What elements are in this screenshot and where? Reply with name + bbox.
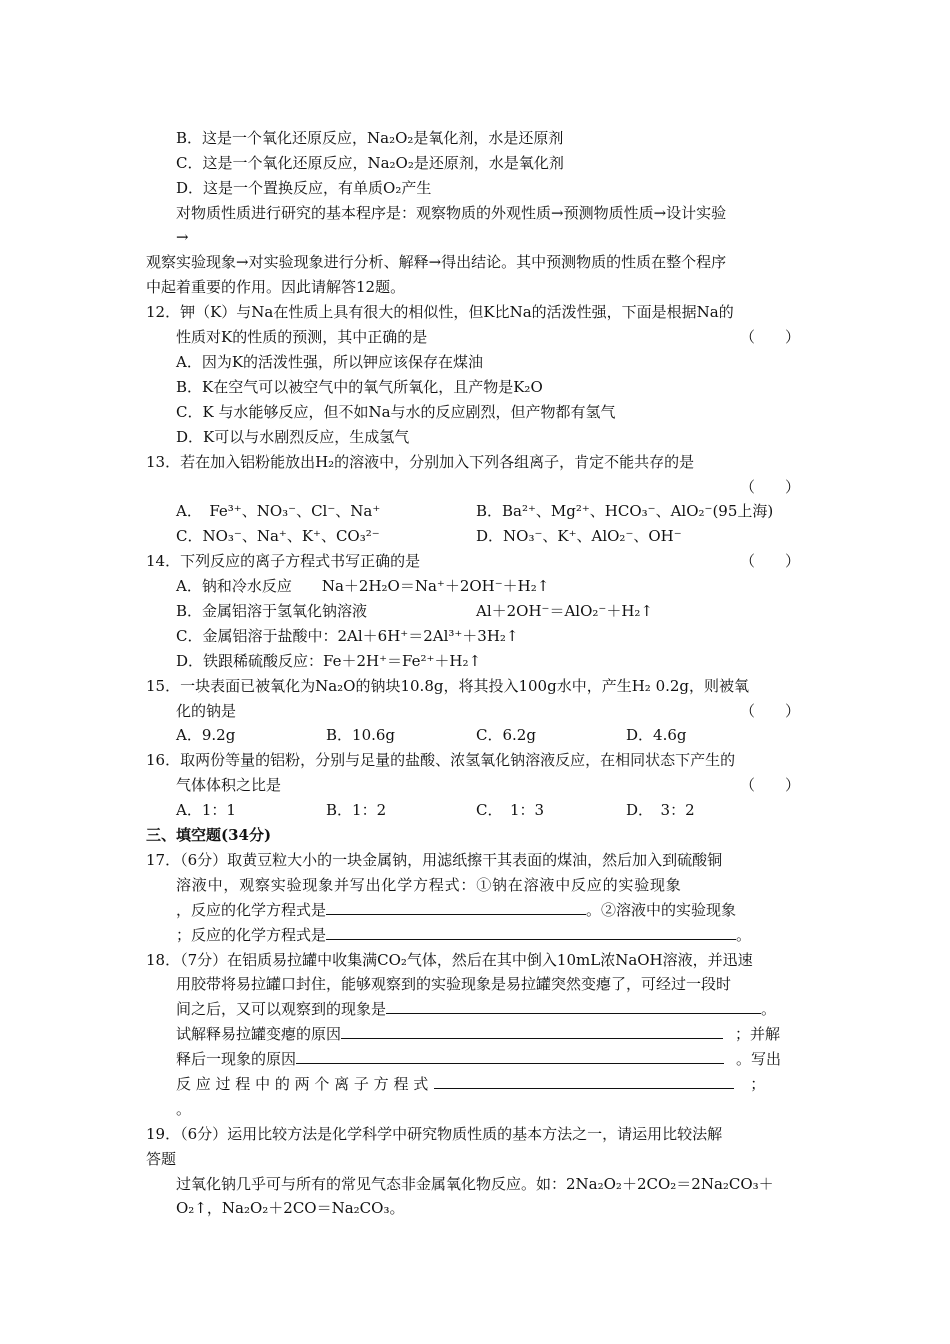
q12-stem-2: 性质对K的性质的预测，其中正确的是 xyxy=(176,328,428,346)
q17-line-2: 溶液中，观察实验现象并写出化学方程式：①钠在溶液中反应的实验现象 xyxy=(176,876,682,894)
q16-option-a: A．1：1 xyxy=(176,801,236,819)
q15-option-a: A．9.2g xyxy=(176,726,236,744)
q17-line-3-tail: 。②溶液中的实验现象 xyxy=(586,901,737,919)
intro-line-2: 观察实验现象→对实验现象进行分析、解释→得出结论。其中预测物质的性质在整个程序 xyxy=(146,253,727,271)
q14-option-a: A．钠和冷水反应 Na＋2H₂O＝Na⁺＋2OH⁻＋H₂↑ xyxy=(176,577,550,595)
q18-phenomenon-blank[interactable] xyxy=(386,999,761,1014)
q11-option-d: D．这是一个置换反应，有单质O₂产生 xyxy=(176,179,432,197)
q17-equation-blank-1[interactable] xyxy=(326,900,586,915)
q13-option-d: D．NO₃⁻、K⁺、AlO₂⁻、OH⁻ xyxy=(476,527,682,545)
q12-option-d: D．K可以与水剧烈反应，生成氢气 xyxy=(176,428,410,446)
q18-line-2: 用胶带将易拉罐口封住，能够观察到的实验现象是易拉罐突然变瘪了，可经过一段时 xyxy=(176,975,732,993)
q11-option-b: B．这是一个氧化还原反应，Na₂O₂是氧化剂，水是还原剂 xyxy=(176,129,564,147)
q15-option-c: C．6.2g xyxy=(476,726,536,744)
q13-answer-paren: （ ） xyxy=(740,478,801,496)
q15-answer-paren: （ ） xyxy=(740,702,801,720)
intro-line-3: 中起着重要的作用。因此请解答12题。 xyxy=(146,278,406,296)
q12-stem-1: 12．钾（K）与Na在性质上具有很大的相似性，但K比Na的活泼性强，下面是根据Na的 xyxy=(146,303,734,321)
q13-option-a: A． Fe³⁺、NO₃⁻、Cl⁻、Na⁺ xyxy=(176,502,381,520)
q16-stem-1: 16．取两份等量的铝粉，分别与足量的盐酸、浓氢氧化钠溶液反应，在相同状态下产生的 xyxy=(146,751,736,769)
intro-line-1: 对物质性质进行研究的基本程序是：观察物质的外观性质→预测物质性质→设计实验 xyxy=(176,204,727,222)
q17-equation-blank-2[interactable] xyxy=(326,925,736,940)
q19-line-2: 答题 xyxy=(146,1150,177,1168)
q18-line-3-text: 间之后，又可以观察到的现象是 xyxy=(176,1000,387,1018)
q16-option-d: D． 3：2 xyxy=(626,801,695,819)
q14-option-d: D．铁跟稀硫酸反应：Fe＋2H⁺＝Fe²⁺＋H₂↑ xyxy=(176,652,482,670)
q16-answer-paren: （ ） xyxy=(740,776,801,794)
q18-line-4-tail: ；并解 xyxy=(735,1025,781,1043)
q13-option-c: C．NO₃⁻、Na⁺、K⁺、CO₃²⁻ xyxy=(176,527,380,545)
q17-line-4 xyxy=(176,925,751,945)
q15-stem-2: 化的钠是 xyxy=(176,702,237,720)
q17-line-1: 17．（6分）取黄豆粒大小的一块金属钠，用滤纸擦干其表面的煤油，然后加入到硫酸铜 xyxy=(146,851,723,869)
q18-line-7-tail: 。 xyxy=(176,1100,192,1118)
q18-line-5 xyxy=(176,1049,781,1069)
q19-line-4: O₂↑，Na₂O₂＋2CO＝Na₂CO₃。 xyxy=(176,1199,405,1217)
q18-line-6-text: 反 应 过 程 中 的 两 个 离 子 方 程 式 xyxy=(176,1075,429,1093)
q16-stem-2: 气体体积之比是 xyxy=(176,776,282,794)
q18-ionic-equation-blank[interactable] xyxy=(434,1074,734,1089)
q18-line-6 xyxy=(176,1074,765,1094)
q14-option-b-label: B．金属铝溶于氢氧化钠溶液 xyxy=(176,602,368,620)
intro-line-1-arrow: → xyxy=(176,228,189,246)
q11-option-c: C．这是一个氧化还原反应，Na₂O₂是还原剂，水是氧化剂 xyxy=(176,154,564,172)
q18-line-3-tail: 。 xyxy=(761,1000,777,1018)
q18-line-5-text: 释后一现象的原因 xyxy=(176,1050,297,1068)
q14-option-c: C．金属铝溶于盐酸中：2Al＋6H⁺＝2Al³⁺＋3H₂↑ xyxy=(176,627,519,645)
q18-reason-blank-2[interactable] xyxy=(296,1049,724,1064)
q17-line-4-tail: 。 xyxy=(736,926,752,944)
q18-line-1: 18．（7分）在铝质易拉罐中收集满CO₂气体，然后在其中倒入10mL浓NaOH溶液，并迅速 xyxy=(146,951,753,969)
q18-reason-blank-1[interactable] xyxy=(341,1024,723,1039)
q17-line-4-text: ；反应的化学方程式是 xyxy=(176,926,327,944)
q18-line-5-tail: 。写出 xyxy=(736,1050,782,1068)
q12-answer-paren: （ ） xyxy=(740,328,801,346)
q17-line-3 xyxy=(176,900,736,920)
q12-option-b: B．K在空气可以被空气中的氧气所氧化，且产物是K₂O xyxy=(176,378,543,396)
q15-option-d: D．4.6g xyxy=(626,726,687,744)
section-3-heading: 三、填空题(34分) xyxy=(146,826,272,844)
q18-line-3 xyxy=(176,999,776,1019)
q12-option-a: A．因为K的活泼性强，所以钾应该保存在煤油 xyxy=(176,353,484,371)
q19-line-1: 19．（6分）运用比较方法是化学科学中研究物质性质的基本方法之一，请运用比较法解 xyxy=(146,1125,723,1143)
q12-option-c: C．K 与水能够反应，但不如Na与水的反应剧烈，但产物都有氢气 xyxy=(176,403,616,421)
q18-line-6-tail: ； xyxy=(750,1075,766,1093)
q14-stem: 14．下列反应的离子方程式书写正确的是 xyxy=(146,552,421,570)
q17-line-3-text: ，反应的化学方程式是 xyxy=(176,901,327,919)
q13-stem: 13．若在加入铝粉能放出H₂的溶液中，分别加入下列各组离子，肯定不能共存的是 xyxy=(146,453,695,471)
q15-option-b: B．10.6g xyxy=(326,726,396,744)
q13-option-b: B．Ba²⁺、Mg²⁺、HCO₃⁻、AlO₂⁻(95上海) xyxy=(476,502,774,520)
q18-line-4 xyxy=(176,1024,780,1044)
q16-option-b: B．1：2 xyxy=(326,801,387,819)
q16-option-c: C． 1：3 xyxy=(476,801,545,819)
q15-stem-1: 15．一块表面已被氧化为Na₂O的钠块10.8g，将其投入100g水中，产生H₂ 0.2g，则被氧 xyxy=(146,677,750,695)
q14-option-b-equation: Al＋2OH⁻＝AlO₂⁻＋H₂↑ xyxy=(476,602,653,620)
q19-line-3: 过氧化钠几乎可与所有的常见气态非金属氧化物反应。如：2Na₂O₂＋2CO₂＝2Na₂CO₃＋ xyxy=(176,1175,774,1193)
q18-line-7 xyxy=(176,1099,191,1119)
q18-line-4-text: 试解释易拉罐变瘪的原因 xyxy=(176,1025,342,1043)
q14-answer-paren: （ ） xyxy=(740,552,801,570)
